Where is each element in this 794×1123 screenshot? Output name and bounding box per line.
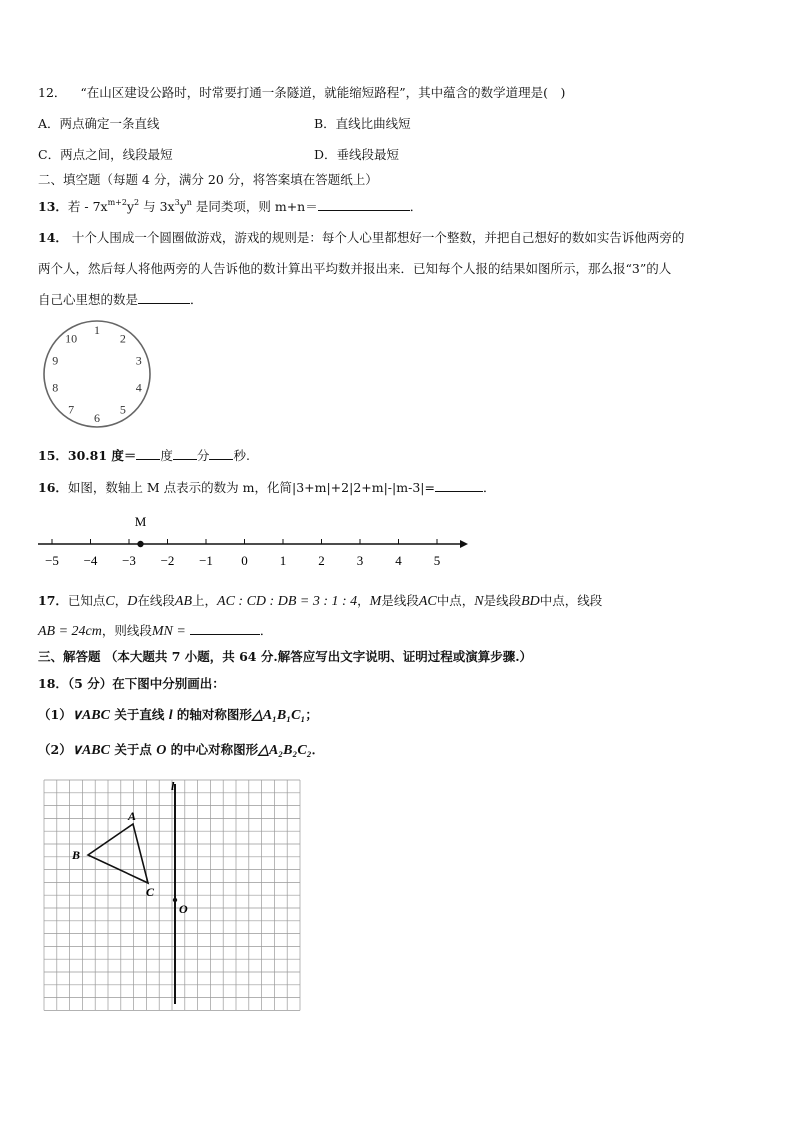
circle-label: 7 <box>68 402 75 417</box>
q13-number: 13． <box>38 199 68 214</box>
q12-option-d: D．垂线段最短 <box>314 147 400 162</box>
number-line-tick-label: −3 <box>122 553 136 568</box>
number-line-tick-label: 0 <box>241 553 248 568</box>
q12-option-b: B．直线比曲线短 <box>314 116 411 131</box>
circle-label: 10 <box>65 331 78 346</box>
number-line-figure <box>36 510 472 572</box>
q15-second-blank[interactable] <box>209 447 233 460</box>
q18-part-2: （2）∨ABC 关于点 O 的中心对称图形△A₂B₂C₂． <box>38 742 325 758</box>
point-o-label: O <box>179 902 188 916</box>
number-line-tick-label: 3 <box>356 553 364 568</box>
vertex-b-label: B <box>72 848 81 862</box>
circle-label: 9 <box>52 353 59 368</box>
vertex-a-label: A <box>128 809 137 823</box>
q14-line-3: 自己心里想的数是 ． <box>38 292 203 307</box>
q17-number: 17． <box>38 593 68 608</box>
circle-label: 3 <box>135 353 142 368</box>
number-line-arrow <box>460 540 468 548</box>
circle-label: 1 <box>94 323 100 337</box>
number-line-tick-label: 2 <box>318 553 325 568</box>
circle-label: 5 <box>119 402 126 417</box>
circle-label: 6 <box>94 411 100 425</box>
q18-grid-figure <box>40 776 312 1022</box>
q16-stem: 16．如图，数轴上 M 点表示的数为 m，化简|3+m|+2|2+m|-|m-3|= ． <box>38 480 496 495</box>
q12-stem <box>38 84 565 102</box>
q17-line-2: AB = 24cm，则线段MN = ． <box>38 623 273 639</box>
q14-answer-blank[interactable] <box>138 291 190 304</box>
q17-line-1: 17．已知点C，D在线段AB上，AC : CD : DB = 3 : 1 : 4，M是线段AC中点，N是线段BD中点，线段 <box>38 593 603 609</box>
q13-stem: 13．若 - $7x^{m+2}y^2$ 与 $3x^3y^n$ 是同类项，则 m+n＝ ． <box>38 198 423 214</box>
circle-label: 2 <box>119 331 126 346</box>
number-line-tick-label: 1 <box>279 553 287 568</box>
q16-number: 16． <box>38 480 68 495</box>
point-m <box>137 541 143 547</box>
triangle-abc <box>88 824 148 883</box>
q14-line-2: 两个人，然后每人将他两旁的人告诉他的数计算出平均数并报出来．已知每个人报的结果如图所示，那么报“3”的人 <box>38 261 672 276</box>
q18-stem: 18．（5 分）在下图中分别画出： <box>38 676 225 691</box>
q15-number: 15． <box>38 448 68 463</box>
q12-option-a: A．两点确定一条直线 <box>38 116 160 131</box>
number-line-tick-label: −1 <box>199 553 213 568</box>
q13-answer-blank[interactable] <box>318 198 410 211</box>
q17-answer-blank[interactable] <box>190 622 260 635</box>
q16-answer-blank[interactable] <box>435 479 483 492</box>
section-3-heading: 三、解答题 （本大题共 7 小题，共 64 分.解答应写出文字说明、证明过程或演算步骤.） <box>38 649 533 664</box>
q12-number: 12． <box>38 85 67 100</box>
q18-part-1: （1）∨ABC 关于直线 l 的轴对称图形△A₁B₁C₁； <box>38 707 318 723</box>
q12-text: “在山区建设公路时，时常要打通一条隧道，就能缩短路程”，其中蕴含的数学道理是( ) <box>80 85 566 100</box>
circle-label: 8 <box>52 380 59 395</box>
point-m-label: M <box>134 514 147 529</box>
section-2-heading: 二、填空题（每题 4 分，满分 20 分，将答案填在答题纸上） <box>38 172 378 187</box>
number-line-tick-label: 4 <box>395 553 402 568</box>
circle-label: 4 <box>135 380 142 395</box>
q15-minute-blank[interactable] <box>173 447 197 460</box>
q14-circle-figure <box>38 318 158 438</box>
point-o <box>173 898 177 902</box>
q18-number: 18． <box>38 676 68 691</box>
q14-number: 14． <box>38 230 68 245</box>
q14-line-1: 14． 十个人围成一个圆圈做游戏，游戏的规则是：每个人心里都想好一个整数，并把自己想好的数如实告诉他两旁的 <box>38 230 685 245</box>
number-line-tick-label: −5 <box>45 553 59 568</box>
number-line-tick-label: −4 <box>83 553 98 568</box>
number-line-tick-label: −2 <box>160 553 175 568</box>
vertex-c-label: C <box>146 885 155 899</box>
q12-option-c: C．两点之间，线段最短 <box>38 147 173 162</box>
q15-stem: 15．30.81 度＝ 度 分 秒. <box>38 448 250 463</box>
line-l-label: l <box>171 779 175 793</box>
q15-degree-blank[interactable] <box>136 447 160 460</box>
number-line-tick-label: 5 <box>433 553 441 568</box>
